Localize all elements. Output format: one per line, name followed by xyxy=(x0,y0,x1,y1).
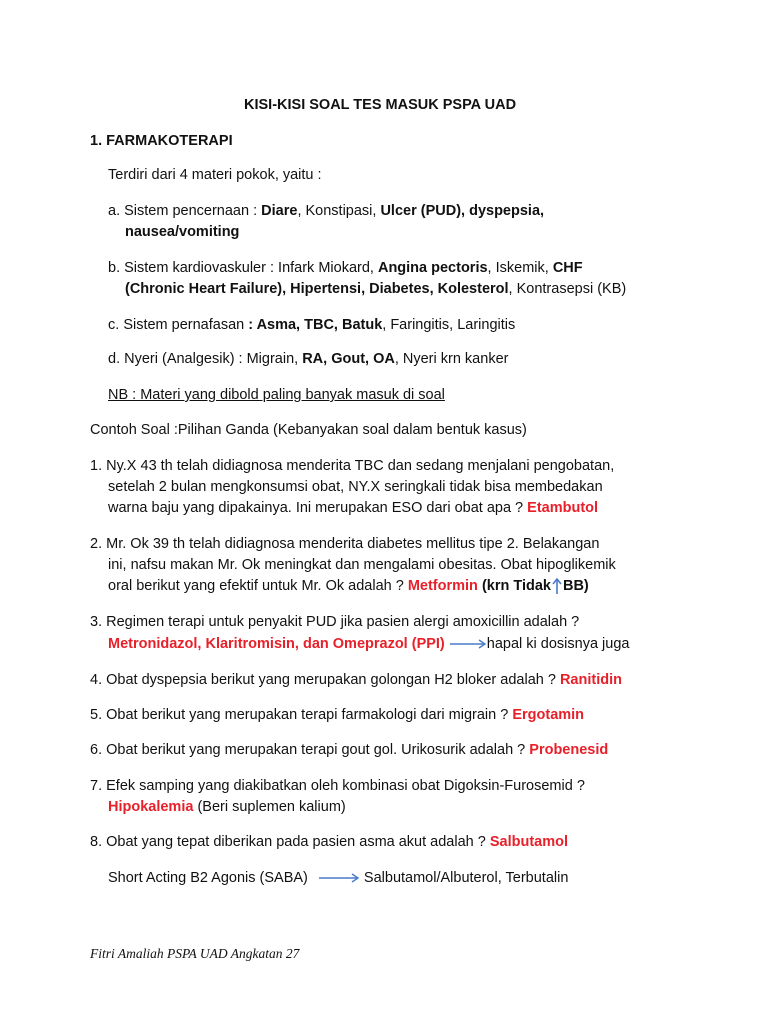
doc-title: KISI-KISI SOAL TES MASUK PSPA UAD xyxy=(244,97,517,113)
right-arrow-icon xyxy=(449,638,487,650)
q1-line-2: setelah 2 bulan mengkonsumsi obat, NY.X seringkali tidak bisa membedakan xyxy=(108,479,603,495)
q3-number: 3. xyxy=(90,614,103,630)
q1-answer: Etambutol xyxy=(527,500,599,516)
q1-number: 1. xyxy=(90,458,103,474)
q8-answer: Salbutamol xyxy=(489,834,568,850)
q7-line-2 xyxy=(108,797,346,817)
question-2 xyxy=(90,534,599,554)
q6-number: 6. xyxy=(90,742,103,758)
materi-a-bold-3: nausea/vomiting xyxy=(125,224,240,240)
materi-c-text-2: , Faringitis, Laringitis xyxy=(382,317,516,333)
q3-note: hapal ki dosisnya juga xyxy=(486,636,630,652)
materi-a-label: a. xyxy=(108,203,121,219)
q3-answer: Metronidazol, Klaritromisin, dan Omeprazol (PPI) xyxy=(108,636,445,652)
question-5 xyxy=(90,705,584,725)
materi-b-text: Sistem kardiovaskuler : Infark Miokard, xyxy=(124,260,378,276)
contoh-soal-heading: Contoh Soal :Pilihan Ganda (Kebanyakan soal dalam bentuk kasus) xyxy=(90,422,527,438)
q1-line-1: Ny.X 43 th telah didiagnosa menderita TBC dan sedang menjalani pengobatan, xyxy=(106,458,615,474)
section-name: FARMAKOTERAPI xyxy=(106,133,233,149)
q7-answer: Hipokalemia xyxy=(108,799,194,815)
q3-line-1: Regimen terapi untuk penyakit PUD jika pasien alergi amoxicillin adalah ? xyxy=(106,614,580,630)
q4-number: 4. xyxy=(90,672,103,688)
saba-line xyxy=(108,868,568,888)
question-3 xyxy=(90,612,579,632)
q7-line-1: Efek samping yang diakibatkan oleh kombinasi obat Digoksin-Furosemid ? xyxy=(106,778,585,794)
materi-d-text-2: , Nyeri krn kanker xyxy=(394,351,509,367)
materi-a-bold-2: Ulcer (PUD), dyspepsia, xyxy=(380,203,545,219)
page-footer: Fitri Amaliah PSPA UAD Angkatan 27 xyxy=(90,946,300,961)
q7-note: (Beri suplemen kalium) xyxy=(193,799,346,815)
q2-line-2: ini, nafsu makan Mr. Ok meningkat dan mengalami obesitas. Obat hipoglikemik xyxy=(108,557,616,573)
q5-number: 5. xyxy=(90,707,103,723)
up-arrow-icon xyxy=(551,577,563,595)
materi-c-label: c. xyxy=(108,317,120,333)
nb-note: NB : Materi yang dibold paling banyak masuk di soal xyxy=(108,387,445,403)
question-6 xyxy=(90,740,608,760)
q5-answer: Ergotamin xyxy=(512,707,585,723)
materi-c-bold-1: : Asma, TBC, Batuk xyxy=(248,317,383,333)
materi-b-bold-1: Angina pectoris xyxy=(377,260,488,276)
q6-text: Obat berikut yang merupakan terapi gout gol. Urikosurik adalah ? xyxy=(106,742,530,758)
materi-d-bold-1: RA, Gout, OA xyxy=(302,351,395,367)
materi-c xyxy=(108,315,515,335)
q6-answer: Probenesid xyxy=(529,742,609,758)
right-arrow-icon xyxy=(318,872,360,884)
materi-a-text-2: , Konstipasi, xyxy=(297,203,381,219)
materi-b-line-2 xyxy=(125,279,626,299)
q2-answer: Metformin xyxy=(407,578,478,594)
q2-line-1: Mr. Ok 39 th telah didiagnosa menderita diabetes mellitus tipe 2. Belakangan xyxy=(106,536,600,552)
q4-answer: Ranitidin xyxy=(559,672,622,688)
section-heading xyxy=(90,131,233,151)
q2-number: 2. xyxy=(90,536,103,552)
q2-note-a: (krn Tidak xyxy=(477,578,551,594)
q2-line-3-wrap xyxy=(108,576,589,596)
materi-c-text: Sistem pernafasan xyxy=(123,317,249,333)
q8-text: Obat yang tepat diberikan pada pasien asma akut adalah ? xyxy=(106,834,490,850)
saba-left: Short Acting B2 Agonis (SABA) xyxy=(108,870,308,886)
question-7 xyxy=(90,776,585,796)
question-1 xyxy=(90,456,614,476)
materi-b-text-2: , Iskemik, xyxy=(487,260,553,276)
materi-a xyxy=(108,201,544,221)
materi-b xyxy=(108,258,583,278)
question-4 xyxy=(90,670,622,690)
q2-note-b: BB) xyxy=(562,578,589,594)
materi-a-bold-1: Diare xyxy=(261,203,298,219)
q1-line-3-wrap xyxy=(108,498,598,518)
materi-b-label: b. xyxy=(108,260,121,276)
q8-number: 8. xyxy=(90,834,103,850)
saba-right: Salbutamol/Albuterol, Terbutalin xyxy=(363,870,569,886)
q3-line-2 xyxy=(108,634,629,654)
materi-d-text: Nyeri (Analgesik) : Migrain, xyxy=(124,351,303,367)
materi-d-label: d. xyxy=(108,351,121,367)
q4-text: Obat dyspepsia berikut yang merupakan golongan H2 bloker adalah ? xyxy=(106,672,560,688)
materi-d xyxy=(108,349,508,369)
section-number: 1. xyxy=(90,133,103,149)
q7-number: 7. xyxy=(90,778,103,794)
materi-b-text-3: , Kontrasepsi (KB) xyxy=(508,281,627,297)
intro-text: Terdiri dari 4 materi pokok, yaitu : xyxy=(108,167,322,183)
materi-b-bold-3: (Chronic Heart Failure), Hipertensi, Diabetes, Kolesterol xyxy=(125,281,509,297)
q1-line-3: warna baju yang dipakainya. Ini merupakan ESO dari obat apa ? xyxy=(108,500,528,516)
q2-line-3: oral berikut yang efektif untuk Mr. Ok adalah ? xyxy=(108,578,408,594)
materi-b-bold-2: CHF xyxy=(552,260,583,276)
question-8 xyxy=(90,832,568,852)
materi-a-text: Sistem pencernaan : xyxy=(124,203,262,219)
q5-text: Obat berikut yang merupakan terapi farmakologi dari migrain ? xyxy=(106,707,513,723)
